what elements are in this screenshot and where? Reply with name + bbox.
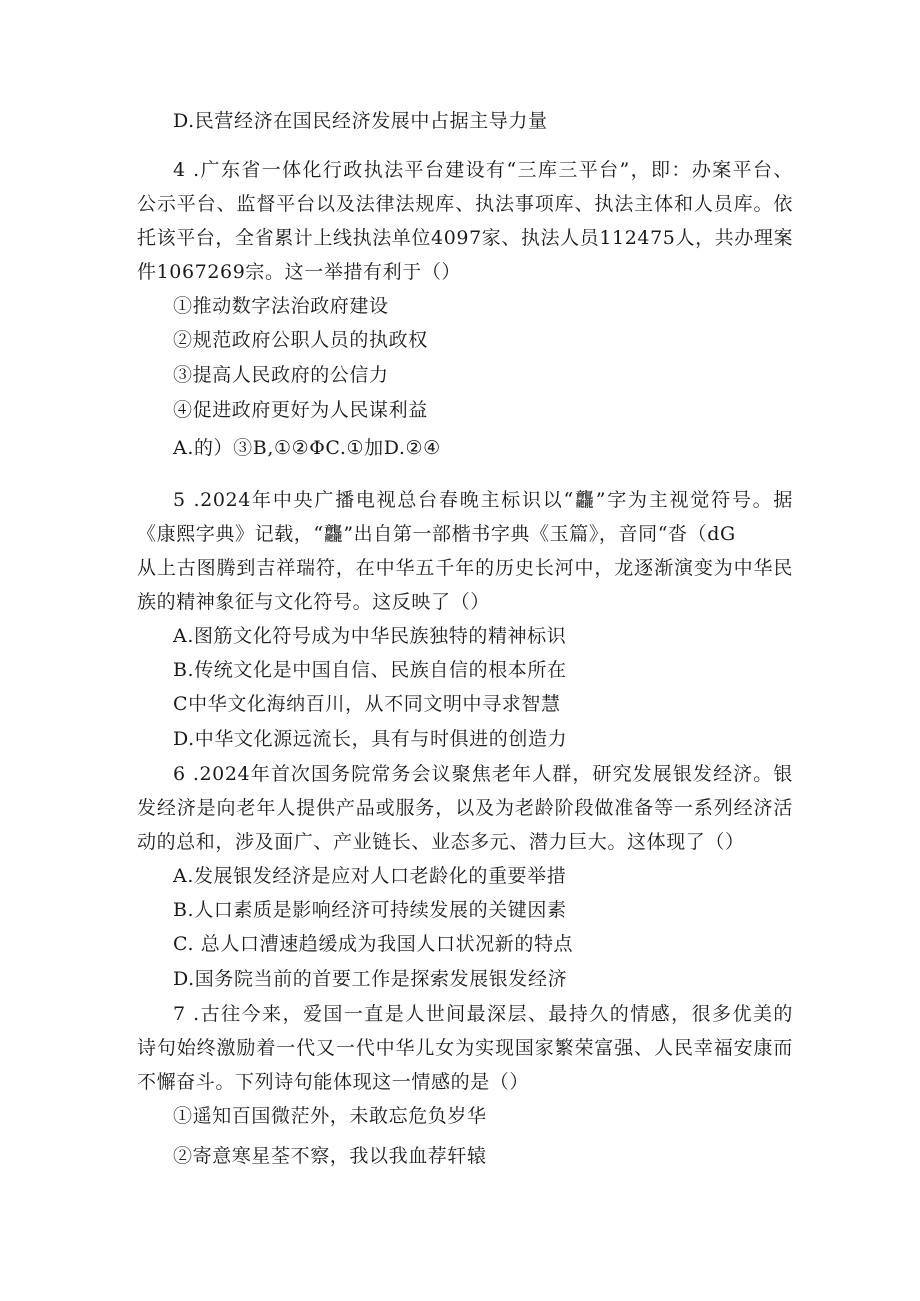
q6-stem-line-3: 动的总和，涉及面广、产业链长、业态多元、潜力巨大。这体现了（） <box>137 831 745 853</box>
q7-stem-line-1: 7 .古往今来，爱国一直是人世间最深层、最持久的情感，很多优美的 <box>173 1003 793 1025</box>
q6-option-b: B.人口素质是影响经济可持续发展的关键因素 <box>173 899 567 921</box>
q6-option-d: D.国务院当前的首要工作是探索发展银发经济 <box>173 968 568 990</box>
q4-stem-line-4: 件1067269宗。这一举措有利于（） <box>137 261 462 283</box>
q7-statement-1: ①遥知百国微茫外，未敢忘危负岁华 <box>173 1105 487 1127</box>
q6-stem-line-2: 发经济是向老年人提供产品或服务，以及为老龄阶段做准备等一系列经济活 <box>137 797 793 819</box>
q7-stem-line-2: 诗句始终激励着一代又一代中华儿女为实现国家繁荣富强、人民幸福安康而 <box>137 1037 793 1059</box>
q4-stem-line-3: 托该平台，全省累计上线执法单位4097家、执法人员112475人，共办理案 <box>137 227 794 249</box>
q5-stem-line-1: 5 .2024年中央广播电视总台春晚主标识以“龘”字为主视觉符号。据 <box>173 489 793 511</box>
q7-statement-2: ②寄意寒星荃不察，我以我血荐轩辕 <box>173 1145 487 1167</box>
q5-option-d: D.中华文化源远流长，具有与时俱进的创造力 <box>173 728 568 750</box>
q5-stem-line-2: 《康熙字典》记载，“龘”出自第一部楷书字典《玉篇》，音同“沓（dG <box>137 523 736 545</box>
q5-option-a: A.图筋文化符号成为中华民族独特的精神标识 <box>173 625 567 647</box>
q5-option-c: C中华文化海纳百川，从不同文明中寻求智慧 <box>173 693 561 715</box>
q6-option-a: A.发展银发经济是应对人口老龄化的重要举措 <box>173 865 567 887</box>
q4-statement-1: ①推动数字法治政府建设 <box>173 295 389 317</box>
q5-stem-line-4: 族的精神象征与文化符号。这反映了（） <box>137 591 490 613</box>
q4-statement-3: ③提高人民政府的公信力 <box>173 364 389 386</box>
q5-stem-line-3: 从上古图腾到吉祥瑞符，在中华五千年的历史长河中，龙逐渐演变为中华民 <box>137 557 793 579</box>
q4-statement-2: ②规范政府公职人员的执政权 <box>173 329 428 351</box>
q6-stem-line-1: 6 .2024年首次国务院常务会议聚焦老年人群，研究发展银发经济。银 <box>173 763 793 785</box>
q4-stem-line-2: 公示平台、监督平台以及法律法规库、执法事项库、执法主体和人员库。依 <box>137 193 793 215</box>
q4-choices: A.的）③B,①②ΦC.①加D.②④ <box>173 437 441 459</box>
q7-stem-line-3: 不懈奋斗。下列诗句能体现这一情感的是（） <box>137 1071 530 1093</box>
q3-option-d: D.民营经济在国民经济发展中占据主导力量 <box>173 110 548 132</box>
q4-statement-4: ④促进政府更好为人民谋利益 <box>173 399 428 421</box>
q6-option-c: C. 总人口漕速趋缓成为我国人口状况新的特点 <box>173 933 574 955</box>
q5-option-b: B.传统文化是中国自信、民族自信的根本所在 <box>173 659 567 681</box>
q4-stem-line-1: 4 .广东省一体化行政执法平台建设有“三库三平台”，即：办案平台、 <box>173 159 793 181</box>
